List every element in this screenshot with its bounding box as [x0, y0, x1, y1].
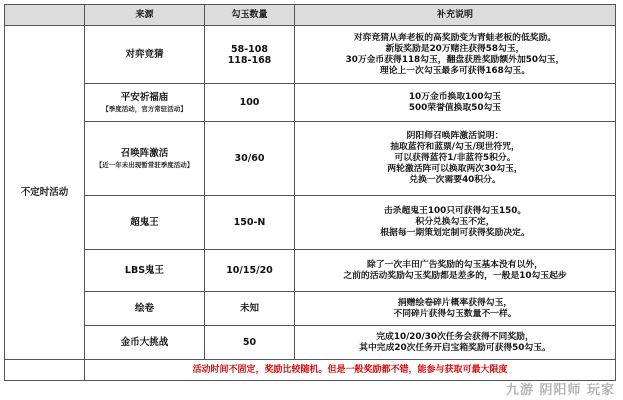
- amount-cell: 30/60: [205, 122, 295, 196]
- description-cell: 10万金币换取100勾玉 500荣誉值换取50勾玉: [295, 84, 616, 122]
- description-cell: 捐赠绘卷碎片概率获得勾玉， 不同碎片获得勾玉数量不一样。: [295, 292, 616, 326]
- document-page: [4, 4, 616, 394]
- table-header-row: [5, 5, 616, 26]
- table-row: [5, 292, 616, 326]
- table-row: [5, 196, 616, 250]
- amount-cell: 未知: [205, 292, 295, 326]
- watermark: 九游 阴阳师 玩家: [505, 383, 615, 398]
- header-source: 来源: [85, 5, 205, 26]
- source-name: LBS鬼王: [85, 250, 205, 292]
- description-cell: 阴阳师召唤阵激活说明： 抽取蓝符和蓝票/勾玉/现世符咒， 可以获得蓝符1/非蓝符5积分。 两轮激活阵可以换取两次30勾玉， 兑换一次需要40积分。: [295, 122, 616, 196]
- header-notes: 补充说明: [295, 5, 616, 26]
- source-name: 绘卷: [85, 292, 205, 326]
- table-row: [5, 250, 616, 292]
- source-name: 平安祈福庙 【季度活动，官方常驻活动】: [85, 84, 205, 122]
- source-name: 超鬼王: [85, 196, 205, 250]
- source-name: 金币大挑战: [85, 326, 205, 360]
- note-text: 活动时间不固定，奖励比较随机。但是一般奖励都不错，能参与获取可最大限度: [85, 360, 616, 381]
- header-blank: [5, 5, 85, 26]
- note-row: [5, 360, 616, 381]
- table-row: [5, 326, 616, 360]
- source-name: 召唤阵激活 【近一年未出现暂常驻季度活动】: [85, 122, 205, 196]
- table-row: [5, 122, 616, 196]
- category-cell: 不定时活动: [5, 26, 85, 360]
- description-cell: 击杀超鬼王100只可获得勾玉150。 积分兑换勾玉不定， 根据每一期策划定制可获得奖励决定。: [295, 196, 616, 250]
- description-cell: 除了一次丰田广告奖励的勾玉基本没有以外， 之前的活动奖励勾玉奖励都是差多的，一般是10勾玉起步: [295, 250, 616, 292]
- description-cell: 完成10/20/30次任务会获得不同奖励， 其中完成20次任务开启宝箱奖励可获得50勾玉。: [295, 326, 616, 360]
- table-row: [5, 84, 616, 122]
- amount-cell: 50: [205, 326, 295, 360]
- amount-cell: 58-108 118-168: [205, 26, 295, 84]
- jade-source-table: [4, 4, 616, 381]
- amount-cell: 10/15/20: [205, 250, 295, 292]
- table-row: [5, 26, 616, 84]
- source-name: 对弈竞猜: [85, 26, 205, 84]
- amount-cell: 150-N: [205, 196, 295, 250]
- header-amount: 勾玉数量: [205, 5, 295, 26]
- amount-cell: 100: [205, 84, 295, 122]
- description-cell: 对弈竞猜从奔老板的高奖励变为青蛙老板的低奖励。 新版奖励是20万赌注获得58勾玉， 30万金币获得118勾玉，翻盘获胜奖励额外加50勾玉， 理论上一次勾玉最多可获得168勾玉。: [295, 26, 616, 84]
